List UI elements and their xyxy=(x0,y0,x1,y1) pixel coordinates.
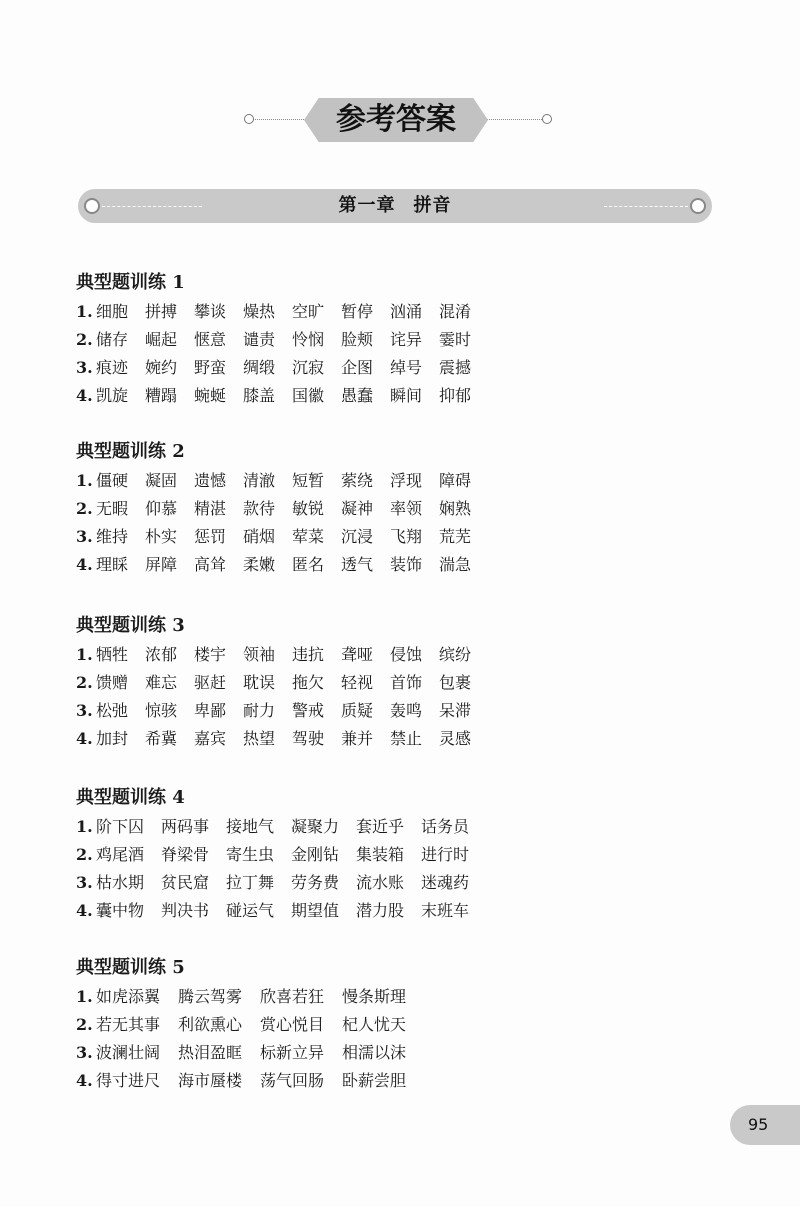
answer-word: 耽误 xyxy=(243,673,276,692)
answer-word: 末班车 xyxy=(421,901,470,920)
answer-word: 得寸进尺 xyxy=(96,1071,161,1090)
answer-word: 首饰 xyxy=(390,673,423,692)
answer-word: 进行时 xyxy=(421,845,470,864)
answer-word: 欣喜若狂 xyxy=(260,987,325,1006)
answer-row-number: 1. xyxy=(76,645,93,664)
answer-word: 痕迹 xyxy=(96,358,129,377)
page-title: 参考答案 xyxy=(336,102,456,137)
title-dotted-line-left xyxy=(250,119,310,120)
answer-word: 混淆 xyxy=(439,302,472,321)
answer-word: 松弛 xyxy=(96,701,129,720)
answer-word: 震撼 xyxy=(439,358,472,377)
answer-row-number: 3. xyxy=(76,873,93,892)
answer-word: 企图 xyxy=(341,358,374,377)
answer-word: 绸缎 xyxy=(243,358,276,377)
answer-word: 凝固 xyxy=(145,471,178,490)
answer-word: 凝聚力 xyxy=(291,817,340,836)
answer-word: 绰号 xyxy=(390,358,423,377)
answer-word: 馈赠 xyxy=(96,673,129,692)
chapter-title xyxy=(78,189,712,223)
answer-row xyxy=(76,641,471,669)
answer-row-number: 2. xyxy=(76,499,93,518)
answer-word: 热望 xyxy=(243,729,276,748)
answer-row xyxy=(76,897,469,925)
answer-row-number: 4. xyxy=(76,729,93,748)
answer-word: 率领 xyxy=(390,499,423,518)
answer-word: 拖欠 xyxy=(292,673,325,692)
answer-word: 贫民窟 xyxy=(161,873,210,892)
answer-word: 无暇 xyxy=(96,499,129,518)
answer-word: 匿名 xyxy=(292,555,325,574)
answer-word: 款待 xyxy=(243,499,276,518)
answer-word: 判决书 xyxy=(161,901,210,920)
answer-word: 蜿蜒 xyxy=(194,386,227,405)
answer-row xyxy=(76,697,471,725)
answer-word: 瞬间 xyxy=(390,386,423,405)
answer-word: 僵硬 xyxy=(96,471,129,490)
answer-word: 储存 xyxy=(96,330,129,349)
answer-word: 凯旋 xyxy=(96,386,129,405)
page-number-tab: 95 xyxy=(730,1105,800,1145)
answer-word: 朴实 xyxy=(145,527,178,546)
answer-word: 燥热 xyxy=(243,302,276,321)
chapter-name: 拼音 xyxy=(413,195,452,216)
answer-word: 膝盖 xyxy=(243,386,276,405)
answer-row-number: 2. xyxy=(76,673,93,692)
answer-row-number: 3. xyxy=(76,1043,93,1062)
answer-word: 遗憾 xyxy=(194,471,227,490)
answer-row xyxy=(76,1039,406,1067)
answer-word: 卑鄙 xyxy=(194,701,227,720)
answer-row xyxy=(76,869,469,897)
chapter-header-bar xyxy=(78,189,712,223)
answer-word: 热泪盈眶 xyxy=(178,1043,243,1062)
answer-word: 硝烟 xyxy=(243,527,276,546)
answer-word: 流水账 xyxy=(356,873,405,892)
answer-word: 波澜壮阔 xyxy=(96,1043,161,1062)
answer-word: 警戒 xyxy=(292,701,325,720)
answer-word: 迷魂药 xyxy=(421,873,470,892)
answer-word: 轻视 xyxy=(341,673,374,692)
answer-word: 难忘 xyxy=(145,673,178,692)
answer-word: 空旷 xyxy=(292,302,325,321)
answer-word: 牺牲 xyxy=(96,645,129,664)
answer-word: 利欲熏心 xyxy=(178,1015,243,1034)
answer-row-number: 4. xyxy=(76,386,93,405)
answer-word: 柔嫩 xyxy=(243,555,276,574)
answer-word: 野蛮 xyxy=(194,358,227,377)
answer-word: 轰鸣 xyxy=(390,701,423,720)
answer-word: 金刚钻 xyxy=(291,845,340,864)
answer-word: 标新立异 xyxy=(260,1043,325,1062)
answer-word: 细胞 xyxy=(96,302,129,321)
answer-word: 聋哑 xyxy=(341,645,374,664)
answer-row-number: 4. xyxy=(76,555,93,574)
answer-word: 萦绕 xyxy=(341,471,374,490)
answer-word: 驱赶 xyxy=(194,673,227,692)
answer-section xyxy=(76,953,406,1095)
answer-word: 加封 xyxy=(96,729,129,748)
answer-row xyxy=(76,495,471,523)
answer-word: 凝神 xyxy=(341,499,374,518)
title-dotted-line-right xyxy=(484,119,546,120)
answer-word: 缤纷 xyxy=(439,645,472,664)
answer-word: 抑郁 xyxy=(439,386,472,405)
answer-word: 枯水期 xyxy=(96,873,145,892)
answer-word: 相濡以沫 xyxy=(342,1043,407,1062)
section-title: 典型题训练 5 xyxy=(76,957,185,978)
answer-word: 驾驶 xyxy=(292,729,325,748)
answer-word: 荒芜 xyxy=(439,527,472,546)
answer-row xyxy=(76,382,471,410)
answer-word: 短暂 xyxy=(292,471,325,490)
answer-word: 呆滞 xyxy=(439,701,472,720)
answer-word: 攀谈 xyxy=(194,302,227,321)
answer-word: 违抗 xyxy=(292,645,325,664)
title-ornament-left-icon xyxy=(244,114,254,124)
answer-word: 惩罚 xyxy=(194,527,227,546)
section-title: 典型题训练 3 xyxy=(76,615,185,636)
answer-word: 鸡尾酒 xyxy=(96,845,145,864)
answer-row-number: 1. xyxy=(76,471,93,490)
answer-row-number: 2. xyxy=(76,1015,93,1034)
answer-row xyxy=(76,326,471,354)
answer-word: 楼宇 xyxy=(194,645,227,664)
answer-word: 霎时 xyxy=(439,330,472,349)
answer-row xyxy=(76,467,471,495)
answer-word: 希冀 xyxy=(145,729,178,748)
answer-word: 灵感 xyxy=(439,729,472,748)
answer-row xyxy=(76,298,471,326)
answer-word: 质疑 xyxy=(341,701,374,720)
answer-word: 若无其事 xyxy=(96,1015,161,1034)
answer-word: 高耸 xyxy=(194,555,227,574)
answer-word: 禁止 xyxy=(390,729,423,748)
answer-word: 湍急 xyxy=(439,555,472,574)
answer-word: 寄生虫 xyxy=(226,845,275,864)
answer-word: 套近乎 xyxy=(356,817,405,836)
answer-word: 领袖 xyxy=(243,645,276,664)
answer-row xyxy=(76,813,469,841)
answer-row-number: 2. xyxy=(76,330,93,349)
answer-word: 慢条斯理 xyxy=(342,987,407,1006)
answer-row xyxy=(76,1067,406,1095)
answer-row xyxy=(76,551,471,579)
answer-row xyxy=(76,354,471,382)
section-title: 典型题训练 1 xyxy=(76,272,185,293)
answer-word: 荤菜 xyxy=(292,527,325,546)
title-ornament-right-icon xyxy=(542,114,552,124)
answer-word: 耐力 xyxy=(243,701,276,720)
answer-word: 障碍 xyxy=(439,471,472,490)
answer-row-number: 3. xyxy=(76,358,93,377)
answer-word: 赏心悦目 xyxy=(260,1015,325,1034)
answer-word: 浓郁 xyxy=(145,645,178,664)
answer-word: 接地气 xyxy=(226,817,275,836)
answer-row-number: 2. xyxy=(76,845,93,864)
answer-word: 谴责 xyxy=(243,330,276,349)
answer-row xyxy=(76,1011,406,1039)
answer-word: 婉约 xyxy=(145,358,178,377)
section-title: 典型题训练 2 xyxy=(76,441,185,462)
answer-row-number: 3. xyxy=(76,527,93,546)
answer-word: 屏障 xyxy=(145,555,178,574)
answer-word: 敏锐 xyxy=(292,499,325,518)
answer-word: 兼并 xyxy=(341,729,374,748)
answer-word: 两码事 xyxy=(161,817,210,836)
answer-section xyxy=(76,437,471,579)
answer-word: 侵蚀 xyxy=(390,645,423,664)
answer-word: 腾云驾雾 xyxy=(178,987,243,1006)
answer-row-number: 3. xyxy=(76,701,93,720)
answer-row-number: 4. xyxy=(76,1071,93,1090)
answer-word: 汹涌 xyxy=(390,302,423,321)
answer-row xyxy=(76,669,471,697)
answer-word: 糟蹋 xyxy=(145,386,178,405)
answer-row-number: 1. xyxy=(76,817,93,836)
answer-word: 装饰 xyxy=(390,555,423,574)
answer-word: 集装箱 xyxy=(356,845,405,864)
answer-word: 阶下囚 xyxy=(96,817,145,836)
section-title: 典型题训练 4 xyxy=(76,787,185,808)
answer-word: 碰运气 xyxy=(226,901,275,920)
answer-word: 囊中物 xyxy=(96,901,145,920)
answer-row-number: 1. xyxy=(76,302,93,321)
answer-word: 国徽 xyxy=(292,386,325,405)
chapter-number: 第一章 xyxy=(338,195,396,216)
answer-word: 杞人忧天 xyxy=(342,1015,407,1034)
answer-word: 期望值 xyxy=(291,901,340,920)
answer-row-number: 1. xyxy=(76,987,93,1006)
answer-word: 精湛 xyxy=(194,499,227,518)
answer-word: 愚蠢 xyxy=(341,386,374,405)
answer-word: 维持 xyxy=(96,527,129,546)
answer-word: 崛起 xyxy=(145,330,178,349)
page-title-banner xyxy=(0,98,800,142)
answer-word: 拼搏 xyxy=(145,302,178,321)
answer-word: 话务员 xyxy=(421,817,470,836)
answer-word: 透气 xyxy=(341,555,374,574)
answer-word: 沉浸 xyxy=(341,527,374,546)
answer-word: 嘉宾 xyxy=(194,729,227,748)
answer-word: 诧异 xyxy=(390,330,423,349)
answer-row xyxy=(76,523,471,551)
answer-word: 惊骇 xyxy=(145,701,178,720)
answer-word: 海市蜃楼 xyxy=(178,1071,243,1090)
answer-word: 包裹 xyxy=(439,673,472,692)
answer-section xyxy=(76,783,469,925)
answer-word: 怜悯 xyxy=(292,330,325,349)
answer-word: 理睬 xyxy=(96,555,129,574)
answer-word: 娴熟 xyxy=(439,499,472,518)
answer-row xyxy=(76,983,406,1011)
answer-word: 潜力股 xyxy=(356,901,405,920)
answer-word: 脸颊 xyxy=(341,330,374,349)
answer-word: 暂停 xyxy=(341,302,374,321)
answer-word: 荡气回肠 xyxy=(260,1071,325,1090)
answer-section xyxy=(76,611,471,753)
answer-section xyxy=(76,268,471,410)
answer-row xyxy=(76,841,469,869)
answer-word: 飞翔 xyxy=(390,527,423,546)
answer-word: 惬意 xyxy=(194,330,227,349)
answer-word: 如虎添翼 xyxy=(96,987,161,1006)
answer-word: 脊梁骨 xyxy=(161,845,210,864)
answer-word: 清澈 xyxy=(243,471,276,490)
answer-word: 拉丁舞 xyxy=(226,873,275,892)
answer-row-number: 4. xyxy=(76,901,93,920)
answer-word: 仰慕 xyxy=(145,499,178,518)
answer-word: 浮现 xyxy=(390,471,423,490)
answer-word: 劳务费 xyxy=(291,873,340,892)
answer-row xyxy=(76,725,471,753)
answer-word: 沉寂 xyxy=(292,358,325,377)
answer-word: 卧薪尝胆 xyxy=(342,1071,407,1090)
